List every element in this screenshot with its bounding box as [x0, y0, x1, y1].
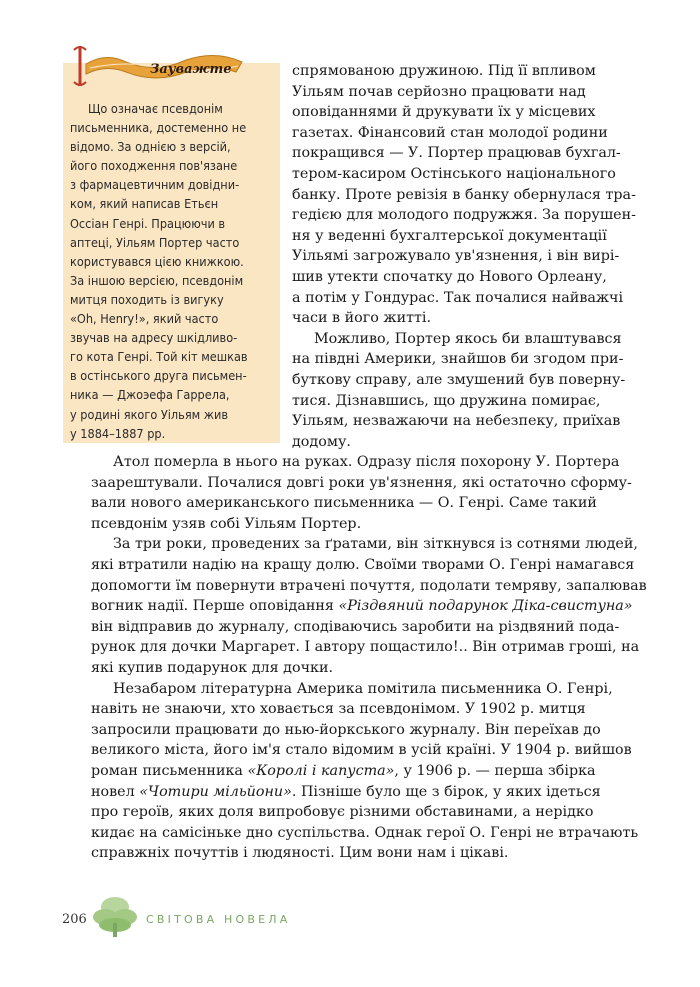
note-line: Оссіан Генрі. Працюючи в	[70, 215, 226, 231]
text-line: навіть не знаючи, хто ховається за псевдонімом. У 1902 р. митця	[91, 701, 586, 718]
text-line: часи в його житті.	[292, 310, 432, 327]
text-line	[91, 761, 641, 782]
text-line: справжніх почуттів і людяності. Цим вони нам і цікаві.	[91, 845, 509, 862]
note-line: ника — Джоэефа Гаррела,	[70, 387, 230, 403]
note-line: його походження пов'язане	[70, 158, 238, 174]
text-line: спрямованою дружиною. Під її впливом	[292, 63, 596, 79]
text-line: Атол померла в нього на руках. Одразу після похорону У. Портера	[113, 454, 620, 470]
text-line: оповіданнями й друкувати їх у місцевих	[292, 104, 596, 121]
text-line: він відправив до журналу, сподіваючись заробити на різдвяний пода-	[91, 618, 620, 635]
right-column-text	[292, 61, 638, 452]
note-line: «Oh, Henry!», який часто	[70, 311, 219, 327]
text-line: покращився — У. Портер працював бухгал-	[292, 145, 621, 162]
text-line: великого міста, його ім'я стало відомим в усій країні. У 1904 р. вийшов	[91, 742, 632, 759]
text-line: псевдонім узяв собі Уільям Портер.	[91, 515, 362, 532]
text-line: заарештували. Почалися довгі роки ув'язнення, які остаточно сформу-	[91, 474, 632, 491]
text-line: банку. Проте ревізія в банку обернулася тра-	[292, 186, 636, 203]
text-line: тером-касиром Остінського національного	[292, 165, 616, 182]
text-line: вали нового американського письменника — О. Генрі. Саме такий	[91, 495, 597, 512]
text-line	[91, 782, 641, 803]
text-line: газетах. Фінансовий стан молодої родини	[292, 124, 608, 141]
note-line: відомо. За однією з версій,	[70, 139, 231, 155]
text-line: ня у веденні бухгалтерської документації	[292, 227, 607, 244]
note-line: у родині якого Уільям жив	[70, 406, 229, 422]
note-text	[70, 99, 275, 443]
note-label: Зауважте	[150, 62, 232, 77]
text-span: новел	[91, 783, 140, 800]
text-line: шив утекти спочатку до Нового Орлеану,	[292, 268, 607, 285]
note-line: з фармацевтичним довідни-	[70, 177, 240, 193]
text-span: , у 1906 р. — перша збірка	[394, 762, 596, 779]
section-title: СВІТОВА НОВЕЛА	[146, 913, 291, 926]
text-line: додому.	[292, 433, 351, 450]
text-line: буткову справу, але змушений був поверну-	[292, 371, 626, 388]
collection-title: «Чотири мільйони»	[139, 783, 292, 800]
text-line: Незабаром літературна Америка помітила письменника О. Генрі,	[113, 680, 613, 697]
note-line: митця походить із вигуку	[70, 291, 224, 307]
text-line: Уільям, незважаючи на небезпеку, приїхав	[292, 413, 621, 430]
text-line: Можливо, Портер якось би влаштувався	[314, 330, 622, 347]
note-line: го кота Генрі. Той кіт мешкав	[70, 349, 248, 365]
text-line: про героїв, яких доля випробовує різними обставинами, а нерідко	[91, 804, 594, 821]
text-line: рунок для дочки Маргарет. І автору пощастило!.. Він отримав гроші, на	[91, 639, 640, 656]
text-line: запросили працювати до нью-йоркського журналу. Він переїхав до	[91, 721, 601, 738]
text-span: вогник надії. Перше оповідання	[91, 598, 339, 615]
text-line: на півдні Америки, знайшов би згодом при-	[292, 351, 624, 368]
note-line: письменника, достеменно не	[70, 120, 247, 136]
note-line: користувався цією книжкою.	[70, 253, 244, 269]
tree-icon	[90, 893, 140, 939]
text-line: гедією для молодого подружжя. За порушен-	[292, 207, 636, 224]
note-line: За іншою версією, псевдонім	[70, 272, 244, 288]
text-line: допомогти їм повернути втрачені почуття, подолати темряву, запалював	[91, 577, 647, 594]
text-span: . Пізніше було ще з бірок, у яких ідеться	[291, 783, 601, 800]
note-line: Що означає псевдонім	[88, 101, 223, 116]
story-title: «Різдвяний подарунок Діка-свистуна»	[338, 598, 633, 615]
text-line: За три роки, проведених за ґратами, він зіткнувся із сотнями людей,	[113, 536, 638, 553]
note-line: в остінського друга письмен-	[70, 368, 247, 384]
note-line: аптеці, Уільям Портер часто	[70, 234, 240, 250]
note-line: ком, який написав Етьєн	[70, 196, 219, 212]
novel-title: «Королі і капуста»	[247, 762, 395, 779]
page-number: 206	[62, 912, 87, 927]
note-line: звучав на адресу шкідливо-	[70, 330, 238, 346]
note-line: у 1884–1887 рр.	[70, 425, 166, 441]
text-line: кидає на самісіньке дно суспільства. Однак герої О. Генрі не втрачають	[91, 824, 639, 841]
text-line: тися. Дізнавшись, що дружина помирає,	[292, 392, 601, 409]
text-line: Уільямі загрожувало ув'язнення, і він вирі-	[292, 248, 620, 265]
text-line: а потім у Гондурас. Так почалися найважчі	[292, 289, 624, 306]
full-width-text	[91, 452, 647, 864]
text-span: роман письменника	[91, 762, 248, 779]
text-line: які втратили надію на кращу долю. Своїми творами О. Генрі намагався	[91, 556, 635, 573]
text-line	[91, 596, 641, 617]
text-line: Уільям почав серйозно працювати над	[292, 83, 586, 100]
text-line: які купив подарунок для дочки.	[91, 659, 334, 676]
